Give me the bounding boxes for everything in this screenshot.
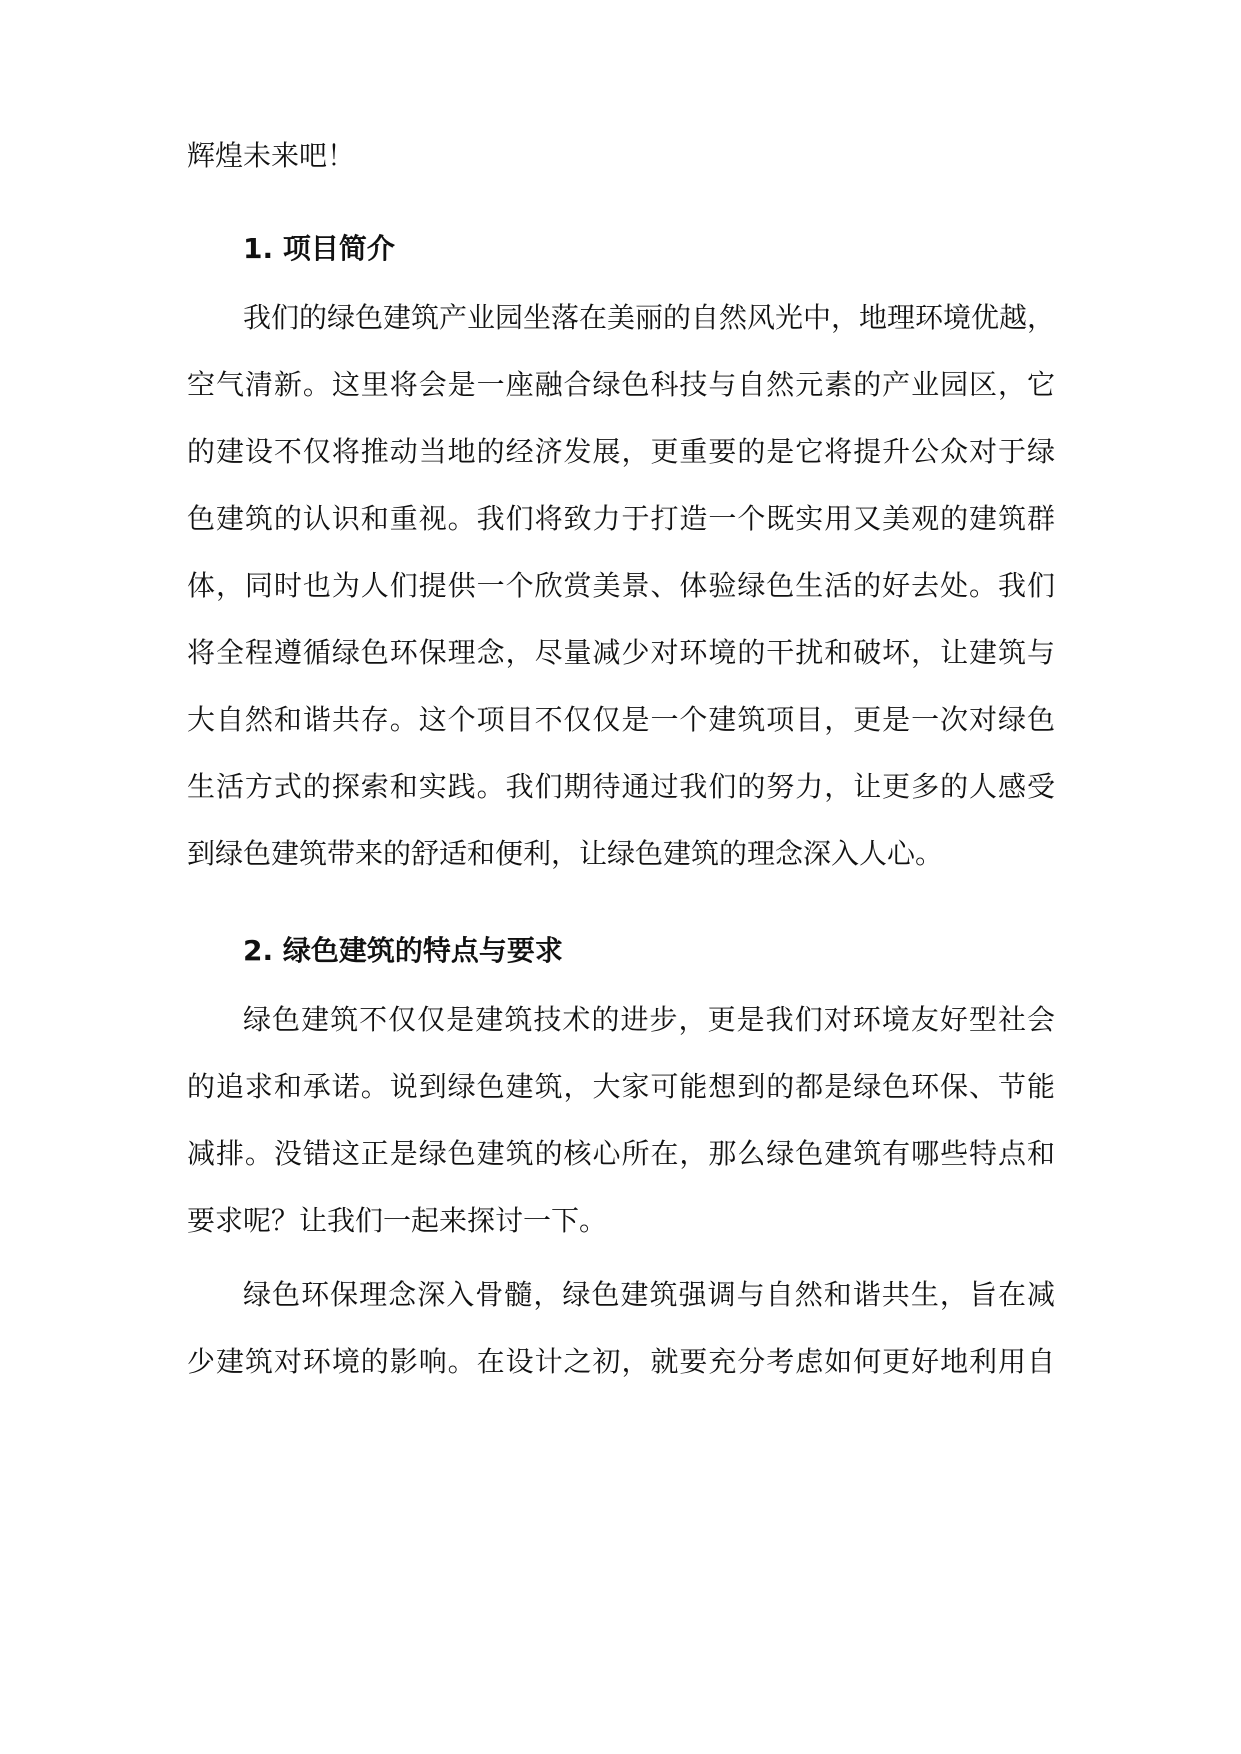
paragraph-line: 绿色建筑不仅仅是建筑技术的进步，更是我们对环境友好型社会 (243, 1003, 1055, 1036)
paragraph-line: 绿色环保理念深入骨髓，绿色建筑强调与自然和谐共生，旨在减 (243, 1278, 1055, 1311)
paragraph-line: 减排。没错这正是绿色建筑的核心所在，那么绿色建筑有哪些特点和 (187, 1137, 1055, 1170)
carryover-line: 辉煌未来吧！ (187, 139, 356, 172)
paragraph-line: 到绿色建筑带来的舒适和便利，让绿色建筑的理念深入人心。 (187, 837, 944, 870)
paragraph-line: 的追求和承诺。说到绿色建筑，大家可能想到的都是绿色环保、节能 (187, 1070, 1055, 1103)
paragraph-line: 空气清新。这里将会是一座融合绿色科技与自然元素的产业园区，它 (187, 368, 1055, 401)
paragraph-line: 大自然和谐共存。这个项目不仅仅是一个建筑项目，更是一次对绿色 (187, 703, 1055, 736)
paragraph-line: 生活方式的探索和实践。我们期待通过我们的努力，让更多的人感受 (187, 770, 1055, 803)
paragraph-line: 我们的绿色建筑产业园坐落在美丽的自然风光中，地理环境优越， (243, 301, 1056, 334)
paragraph-line: 色建筑的认识和重视。我们将致力于打造一个既实用又美观的建筑群 (187, 502, 1055, 535)
section-heading-1: 1. 项目简介 (243, 232, 395, 265)
paragraph-line: 少建筑对环境的影响。在设计之初，就要充分考虑如何更好地利用自 (187, 1345, 1055, 1378)
paragraph-line: 要求呢？让我们一起来探讨一下。 (187, 1204, 608, 1237)
paragraph-line: 的建设不仅将推动当地的经济发展，更重要的是它将提升公众对于绿 (187, 435, 1055, 468)
paragraph-line: 将全程遵循绿色环保理念，尽量减少对环境的干扰和破坏，让建筑与 (187, 636, 1055, 669)
section-heading-2: 2. 绿色建筑的特点与要求 (243, 934, 563, 967)
paragraph-line: 体，同时也为人们提供一个欣赏美景、体验绿色生活的好去处。我们 (187, 569, 1055, 602)
